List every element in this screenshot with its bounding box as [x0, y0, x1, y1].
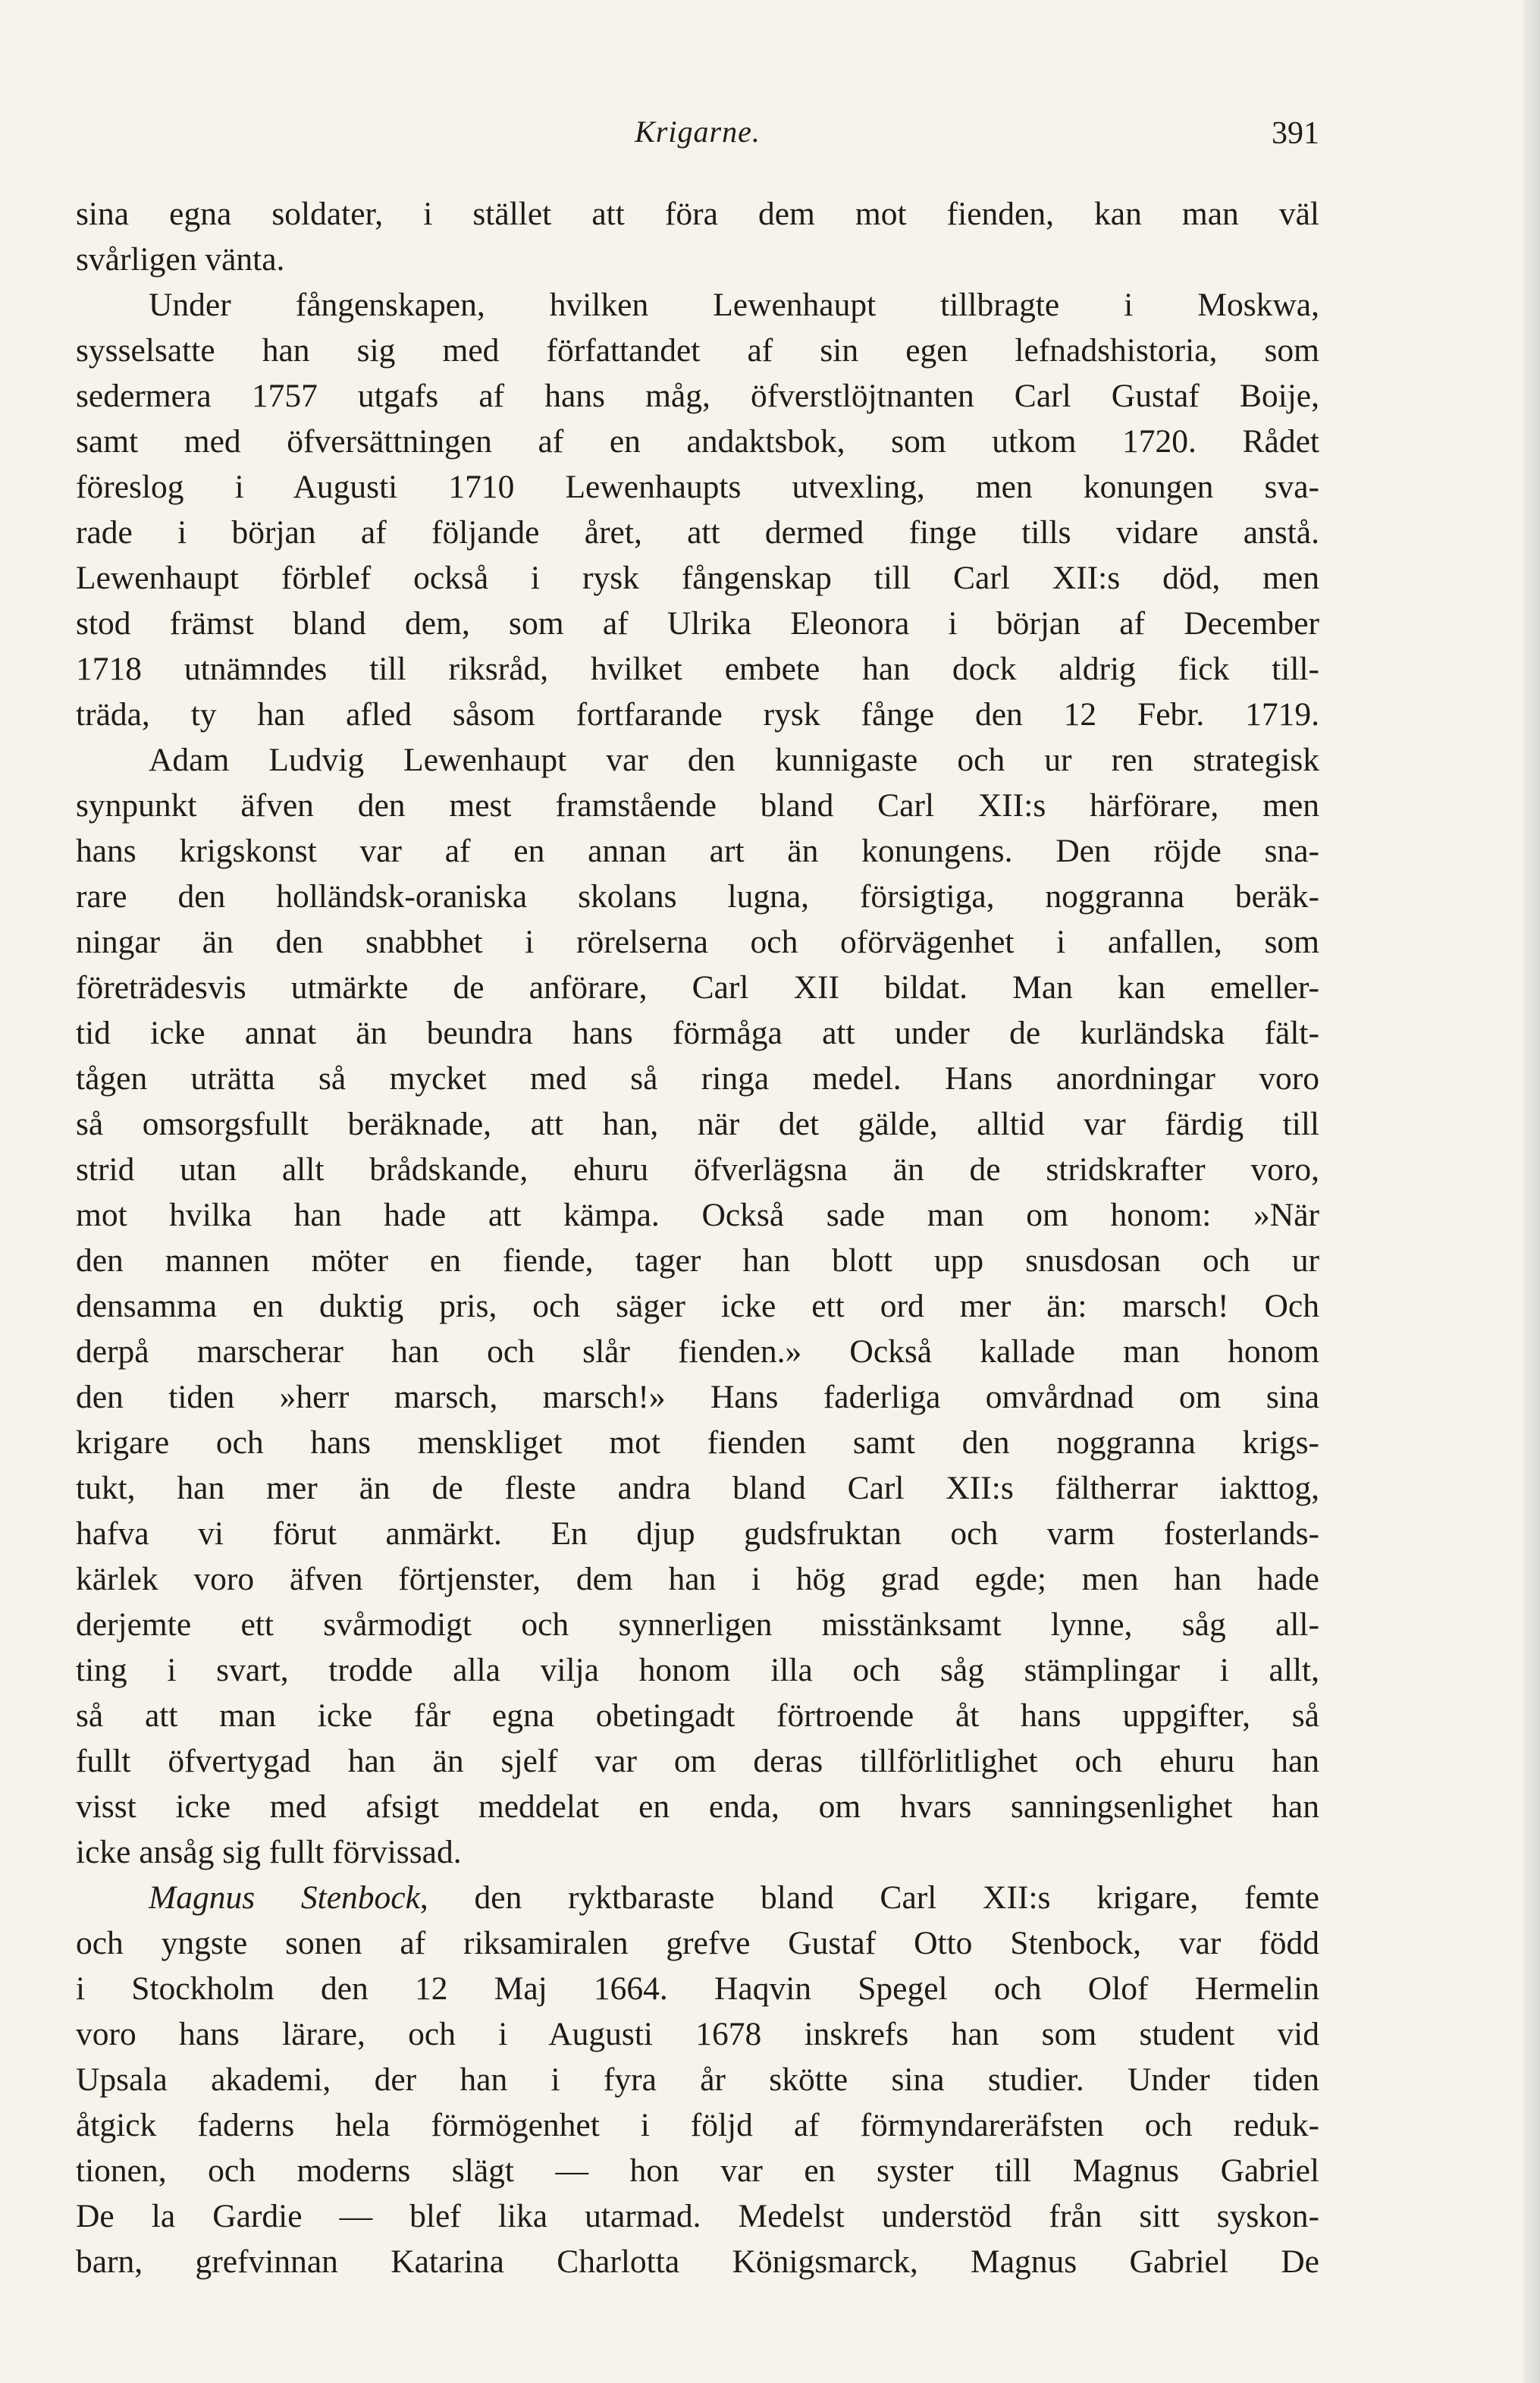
- text-line: [76, 2148, 1319, 2193]
- text-line: [76, 1738, 1319, 1784]
- line-text: densamma en duktig pris, och säger icke ett ord mer än: marsch! Och: [76, 1288, 1319, 1324]
- line-text: ting i svart, trodde alla vilja honom illa och såg stämplingar i allt,: [76, 1652, 1319, 1688]
- text-line: [76, 1374, 1319, 1420]
- text-line: [76, 191, 1319, 237]
- text-line: [76, 464, 1319, 510]
- line-text: kärlek voro äfven förtjenster, dem han i hög grad egde; men han hade: [76, 1561, 1319, 1597]
- text-line: [76, 2239, 1319, 2284]
- text-line: [76, 1966, 1319, 2011]
- text-line: [76, 373, 1319, 419]
- text-line: [76, 737, 1319, 783]
- line-text: hans krigskonst var af en annan art än konungens. Den röjde sna-: [76, 833, 1319, 869]
- line-text: strid utan allt brådskande, ehuru öfverlägsna än de stridskrafter voro,: [76, 1151, 1319, 1188]
- line-text: träda, ty han afled såsom fortfarande rysk fånge den 12 Febr. 1719.: [76, 696, 1319, 733]
- text-line: [76, 2057, 1319, 2102]
- text-line: [76, 646, 1319, 692]
- line-text: tukt, han mer än de fleste andra bland Carl XII:s fältherrar iakttog,: [76, 1470, 1319, 1506]
- line-text: stod främst bland dem, som af Ulrika Eleonora i början af December: [76, 605, 1319, 642]
- text-line: [76, 555, 1319, 601]
- line-text: företrädesvis utmärkte de anförare, Carl XII bildat. Man kan emeller-: [76, 969, 1319, 1006]
- line-text: sysselsatte han sig med författandet af sin egen lefnadshistoria, som: [76, 332, 1319, 369]
- line-text: Upsala akademi, der han i fyra år skötte sina studier. Under tiden: [76, 2061, 1319, 2098]
- line-text: och yngste sonen af riksamiralen grefve Gustaf Otto Stenbock, var född: [76, 1925, 1319, 1961]
- line-text: voro hans lärare, och i Augusti 1678 inskrefs han som student vid: [76, 2016, 1319, 2052]
- line-text: 1718 utnämndes till riksråd, hvilket embete han dock aldrig fick till-: [76, 651, 1319, 687]
- text-line: [76, 1192, 1319, 1238]
- text-line: [76, 1010, 1319, 1056]
- line-text: De la Gardie — blef lika utarmad. Medelst understöd från sitt syskon-: [76, 2198, 1319, 2234]
- line-text: mot hvilka han hade att kämpa. Också sade man om honom: »När: [76, 1197, 1319, 1233]
- line-text: sina egna soldater, i stället att föra dem mot fienden, kan man väl: [76, 196, 1319, 232]
- text-line: [76, 1329, 1319, 1374]
- text-line: [76, 874, 1319, 919]
- text-line: [76, 1920, 1319, 1966]
- text-line: [76, 1647, 1319, 1693]
- text-line: [76, 1283, 1319, 1329]
- text-line: [76, 419, 1319, 464]
- line-text: tid icke annat än beundra hans förmåga att under de kurländska fält-: [76, 1015, 1319, 1051]
- line-text: krigare och hans menskliget mot fienden samt den noggranna krigs-: [76, 1424, 1319, 1461]
- text-line: [76, 1465, 1319, 1511]
- line-text: hafva vi förut anmärkt. En djup gudsfruktan och varm fosterlands-: [76, 1515, 1319, 1552]
- text-line: [76, 1238, 1319, 1283]
- text-line: [76, 1784, 1319, 1829]
- text-line: [76, 1602, 1319, 1647]
- text-line: [76, 328, 1319, 373]
- text-line: [76, 1875, 1319, 1920]
- text-line: [76, 601, 1319, 646]
- line-text: så att man icke får egna obetingadt förtroende åt hans uppgifter, så: [76, 1697, 1319, 1734]
- line-text: icke ansåg sig fullt förvissad.: [76, 1834, 462, 1870]
- text-line: [76, 1693, 1319, 1738]
- line-text: , den ryktbaraste bland Carl XII:s krigare, femte: [419, 1879, 1319, 1916]
- line-text: Adam Ludvig Lewenhaupt var den kunnigaste och ur ren strategisk: [149, 742, 1319, 778]
- text-line: [76, 2193, 1319, 2239]
- line-text: tionen, och moderns slägt — hon var en syster till Magnus Gabriel: [76, 2152, 1319, 2189]
- text-line: [76, 1420, 1319, 1465]
- line-text: rare den holländsk-oraniska skolans lugna, försigtiga, noggranna beräk-: [76, 878, 1319, 915]
- line-text: barn, grefvinnan Katarina Charlotta Königsmarck, Magnus Gabriel De: [76, 2243, 1319, 2280]
- text-line: [76, 919, 1319, 965]
- page-number: 391: [1272, 116, 1319, 151]
- text-line: [76, 1147, 1319, 1192]
- line-text: samt med öfversättningen af en andaktsbok, som utkom 1720. Rådet: [76, 423, 1319, 460]
- text-line: [76, 692, 1319, 737]
- text-line: [76, 510, 1319, 555]
- text-line: [76, 1556, 1319, 1602]
- running-title: Krigarne.: [635, 115, 761, 149]
- line-text: svårligen vänta.: [76, 241, 285, 278]
- text-line: [76, 282, 1319, 328]
- line-text: sedermera 1757 utgafs af hans måg, öfverstlöjtnanten Carl Gustaf Boije,: [76, 378, 1319, 414]
- text-line: [76, 783, 1319, 828]
- text-line: [76, 2011, 1319, 2057]
- body-text: [76, 191, 1319, 2284]
- text-line: [76, 965, 1319, 1010]
- line-text: föreslog i Augusti 1710 Lewenhaupts utvexling, men konungen sva-: [76, 469, 1319, 505]
- page-edge-shadow: [1523, 0, 1540, 2383]
- page-header: [76, 114, 1319, 159]
- line-text: derjemte ett svårmodigt och synnerligen misstänksamt lynne, såg all-: [76, 1606, 1319, 1643]
- line-text: tågen uträtta så mycket med så ringa medel. Hans anordningar voro: [76, 1060, 1319, 1097]
- line-text: visst icke med afsigt meddelat en enda, om hvars sanningsenlighet han: [76, 1788, 1319, 1825]
- line-text: den mannen möter en fiende, tager han blott upp snusdosan och ur: [76, 1242, 1319, 1279]
- line-text: så omsorgsfullt beräknade, att han, när det gälde, alltid var färdig till: [76, 1106, 1319, 1142]
- line-text: den tiden »herr marsch, marsch!» Hans faderliga omvårdnad om sina: [76, 1379, 1319, 1415]
- text-line: [76, 1829, 1319, 1875]
- line-text: derpå marscherar han och slår fienden.» Också kallade man honom: [76, 1333, 1319, 1370]
- line-text: i Stockholm den 12 Maj 1664. Haqvin Spegel och Olof Hermelin: [76, 1970, 1319, 2007]
- text-line: [76, 1101, 1319, 1147]
- person-name: Magnus Stenbock: [149, 1879, 420, 1916]
- text-line: [76, 2102, 1319, 2148]
- text-line: [76, 1056, 1319, 1101]
- line-text: synpunkt äfven den mest framstående bland Carl XII:s härförare, men: [76, 787, 1319, 824]
- line-text: rade i början af följande året, att dermed finge tills vidare anstå.: [76, 514, 1319, 551]
- line-text: fullt öfvertygad han än sjelf var om deras tillförlitlighet och ehuru han: [76, 1743, 1319, 1779]
- text-line: [76, 828, 1319, 874]
- line-text: åtgick faderns hela förmögenhet i följd af förmyndareräfsten och reduk-: [76, 2107, 1319, 2143]
- text-line: [76, 1511, 1319, 1556]
- line-text: Lewenhaupt förblef också i rysk fångenskap till Carl XII:s död, men: [76, 560, 1319, 596]
- line-text: ningar än den snabbhet i rörelserna och oförvägenhet i anfallen, som: [76, 924, 1319, 960]
- line-text: Under fångenskapen, hvilken Lewenhaupt tillbragte i Moskwa,: [149, 287, 1319, 323]
- text-line: [76, 237, 1319, 282]
